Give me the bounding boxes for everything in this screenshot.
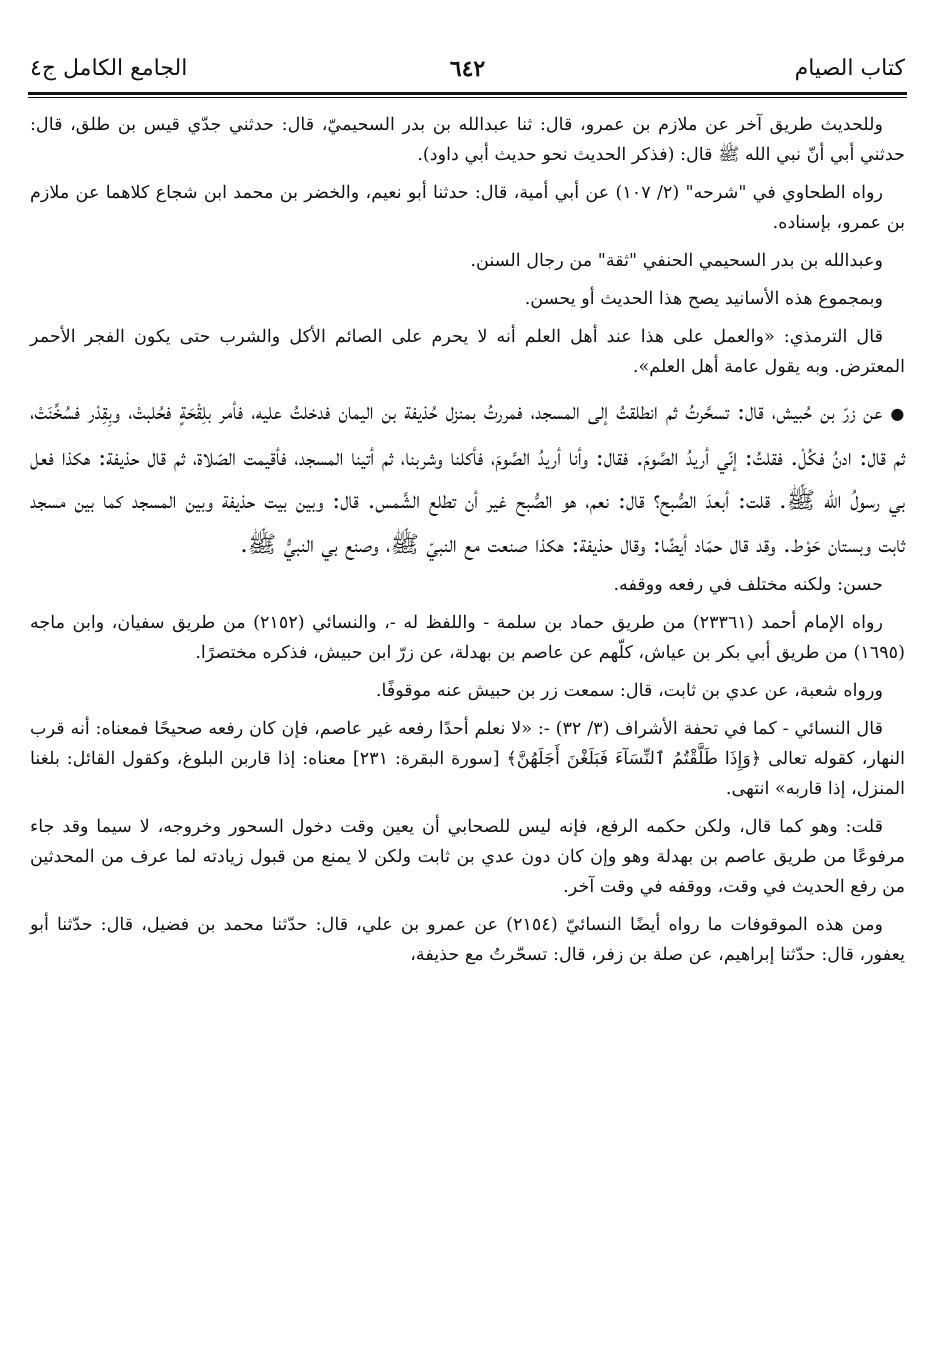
paragraph-tirmidhi: قال الترمذي: «والعمل على هذا عند أهل العلم أنه لا يحرم على الصائم الأكل والشرب حتى يكون الفجر الأحمر المعترض. وبه يقول عامة أهل العلم». — [30, 327, 905, 377]
paragraph-chains-summary: وبمجموع هذه الأسانيد يصح هذا الحديث أو يحسن. — [524, 289, 883, 309]
paragraph-takhrij: رواه الإمام أحمد (٢٣٣٦١) من طريق حماد بن سلمة - واللفظ له -، والنسائي (٢١٥٢) من طريق سفيان، وابن ماجه (١٦٩٥) من طريق أبي بكر بن عياش، كلّهم عن عاصم بن بهدلة، عن زرّ ابن حبيش، فذكره مختصرًا. — [30, 613, 905, 663]
bullet-icon: ● — [890, 404, 905, 423]
page-number: ٦٤٢ — [449, 56, 486, 82]
paragraph-tahawi: رواه الطحاوي في "شرحه" (٢/ ١٠٧) عن أبي أمية، قال: حدثنا أبو نعيم، والخضر بن محمد ابن شجاع كلاهما عن ملازم بن عمرو، بإسناده. — [30, 183, 905, 233]
paragraph-grading: حسن: ولكنه مختلف في رفعه ووقفه. — [613, 575, 883, 595]
hadith-main-text — [30, 390, 905, 566]
book-title: الجامع الكامل ج٤ — [30, 56, 188, 81]
paragraph-mawquf: ومن هذه الموقوفات ما رواه أيضًا النسائيّ (٢١٥٤) عن عمرو بن علي، قال: حدّثنا محمد بن فضيل، قال: حدّثنا أبو يعفور، قال: حدّثنا إبراهيم، عن صلة بن زفر، قال: تسحّرتُ مع حذيفة، — [30, 915, 905, 965]
running-header — [30, 56, 905, 90]
header-rule-thick — [28, 92, 907, 95]
paragraph-shuba: ورواه شعبة، عن عدي بن ثابت، قال: سمعت زر بن حبيش عنه موقوفًا. — [375, 681, 883, 701]
paragraph-narrator-grade: وعبدالله بن بدر السحيمي الحنفي "ثقة" من رجال السنن. — [470, 251, 883, 271]
paragraph-alternate-chain: وللحديث طريق آخر عن ملازم بن عمرو، قال: ثنا عبدالله بن بدر السحيميّ، قال: حدثني جدّي قيس بن طلق، قال: حدثني أبي أنّ نبي الله ﷺ قال: (فذكر الحديث نحو حديث أبي داود). — [30, 115, 905, 165]
hadith-body: عن زرّ بن حُبيش، قال: تسحَّرتُ ثم انطلقتُ إلى المسجد، فمررتُ بمنزل حُذيفة بن اليمان فدخلتُ عليه، فأمر بلِقْحَةٍ فحُلبتْ، وبِقِدْر فسُخِّنَتْ، ثم قال: ادنُ فكُلْ. فقلتُ: إنّي أريدُ الصَّومَ. فقال: وأنا أريدُ الصَّومَ، فأكلنا وشربنا، ثم أتينا المسجد، فأقيمت الصّلاة، ثم قال حذيفة: هكذا فعل بي رسولُ الله ﷺ. قلت: أبعدَ الصُّبح؟ قال: نعم، هو الصُّبح غير أن تطلع الشَّمس. قال: وبين بيت حذيفة وبين المسجد كما بين مسجد ثابت وبستان حَوْط. وقد قال حمّاد أيضًا: وقال حذيفة: هكذا صنعت مع النبيّ ﷺ، وصنع بي النبيُّ ﷺ. — [30, 397, 905, 558]
header-rule-thin — [28, 97, 907, 98]
paragraph-author-comment: قلت: وهو كما قال، ولكن حكمه الرفع، فإنه ليس للصحابي أن يعين وقت دخول السحور وخروجه، لا سيما وقد جاء مرفوعًا من طريق عاصم بن بهدلة وهو وإن كان دون عدي بن ثابت ولكن لا يمنع من قبول زيادته لما عرف من المحدثين من رفع الحديث في وقت، ووقفه في وقت آخر. — [30, 817, 905, 897]
paragraph-nasai-comment: قال النسائي - كما في تحفة الأشراف (٣/ ٣٢) -: «لا نعلم أحدًا رفعه غير عاصم، فإن كان رفعه صحيحًا فمعناه: أنه قرب النهار، كقوله تعالى ﴿وَإِذَا طَلَّقْتُمُ ٱلنِّسَآءَ فَبَلَغْنَ أَجَلَهُنَّ﴾ [سورة البقرة: ٢٣١] معناه: إذا قاربن البلوغ، وكقول القائل: بلغنا المنزل، إذا قاربه» انتهى. — [30, 719, 906, 799]
chapter-title: كتاب الصيام — [794, 56, 905, 81]
page-body — [30, 110, 905, 978]
